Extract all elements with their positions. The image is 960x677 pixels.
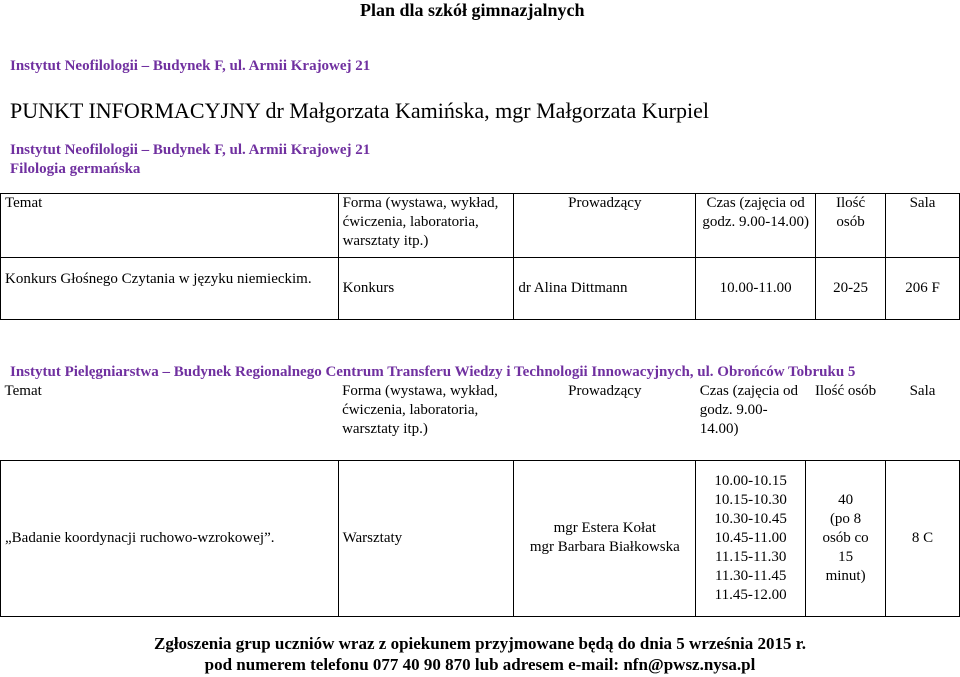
header-ilosc: Ilość osób	[816, 194, 886, 258]
section-subheading-filologia: Filologia germańska	[10, 161, 141, 177]
time-slot: 11.15-11.30	[714, 548, 787, 565]
time-slot: 11.30-11.45	[714, 567, 787, 584]
table-row	[1, 460, 960, 616]
cell-temat: „Badanie koordynacji ruchowo-wzrokowej”.	[1, 460, 339, 616]
cell-temat: Konkurs Głośnego Czytania w języku niemieckim.	[1, 258, 339, 320]
time-slot: 10.15-10.30	[714, 491, 787, 508]
cell-sala: 8 C	[886, 460, 960, 616]
time-slot: 11.45-12.00	[714, 586, 787, 603]
ilosc-line: minut)	[825, 567, 866, 584]
header-prowadzacy: Prowadzący	[514, 194, 696, 258]
header-czas: Czas (zajęcia od godz. 9.00-14.00)	[696, 194, 816, 258]
table-row	[1, 258, 960, 320]
cell-forma: Konkurs	[338, 258, 514, 320]
header-forma: Forma (wystawa, wykład, ćwiczenia, laboratoria, warsztaty itp.)	[338, 194, 514, 258]
time-slot: 10.45-11.00	[714, 529, 787, 546]
section-heading-pielegniarstwo: Instytut Pielęgniarstwa – Budynek Regionalnego Centrum Transferu Wiedzy i Technologii Innowacyjnych, ul. Obrońców Tobruku 5	[10, 364, 856, 380]
header-prowadzacy: Prowadzący	[568, 383, 642, 399]
section-heading-neofilologia: Instytut Neofilologii – Budynek F, ul. Armii Krajowej 21	[10, 58, 371, 74]
schedule-table-neofilologia	[0, 193, 960, 320]
schedule-table-pielegniarstwo	[0, 382, 960, 617]
footer-line-1: Zgłoszenia grup uczniów wraz z opiekunem przyjmowane będą do dnia 5 września 2015 r.	[154, 634, 806, 653]
header-forma: Forma (wystawa, wykład, ćwiczenia, laboratoria, warsztaty itp.)	[342, 383, 498, 437]
header-sala: Sala	[886, 194, 960, 258]
header-temat: Temat	[1, 194, 339, 258]
page-title: Plan dla szkół gimnazjalnych	[360, 0, 585, 20]
section-heading-neofilologia-2: Instytut Neofilologii – Budynek F, ul. Armii Krajowej 21	[10, 142, 371, 158]
ilosc-line: 40	[838, 491, 854, 508]
cell-ilosc	[806, 460, 886, 616]
table-header-row	[1, 382, 960, 460]
cell-forma: Warsztaty	[338, 460, 514, 616]
footer-line-2: pod numerem telefonu 077 40 90 870 lub adresem e-mail: nfn@pwsz.nysa.pl	[204, 655, 756, 674]
header-czas: Czas (zajęcia od godz. 9.00-14.00)	[699, 383, 798, 437]
time-slot: 10.30-10.45	[714, 510, 787, 527]
ilosc-line: 15	[838, 548, 854, 565]
cell-czas: 10.00-11.00	[696, 258, 816, 320]
cell-czas	[696, 460, 806, 616]
header-ilosc: Ilość osób	[814, 383, 877, 399]
cell-prowadzacy: dr Alina Dittmann	[514, 258, 696, 320]
cell-sala: 206 F	[886, 258, 960, 320]
cell-prowadzacy	[514, 460, 696, 616]
cell-ilosc: 20-25	[816, 258, 886, 320]
time-slot: 10.00-10.15	[714, 472, 787, 489]
prowadzacy-2: mgr Barbara Białkowska	[529, 539, 680, 555]
info-point: PUNKT INFORMACYJNY dr Małgorzata Kamińska, mgr Małgorzata Kurpiel	[10, 98, 709, 123]
ilosc-line: osób co	[822, 529, 869, 546]
ilosc-line: (po 8	[829, 510, 862, 527]
header-temat: Temat	[4, 383, 42, 399]
header-sala: Sala	[909, 383, 936, 399]
prowadzacy-1: mgr Estera Kołat	[553, 520, 657, 536]
table-header-row	[1, 194, 960, 258]
